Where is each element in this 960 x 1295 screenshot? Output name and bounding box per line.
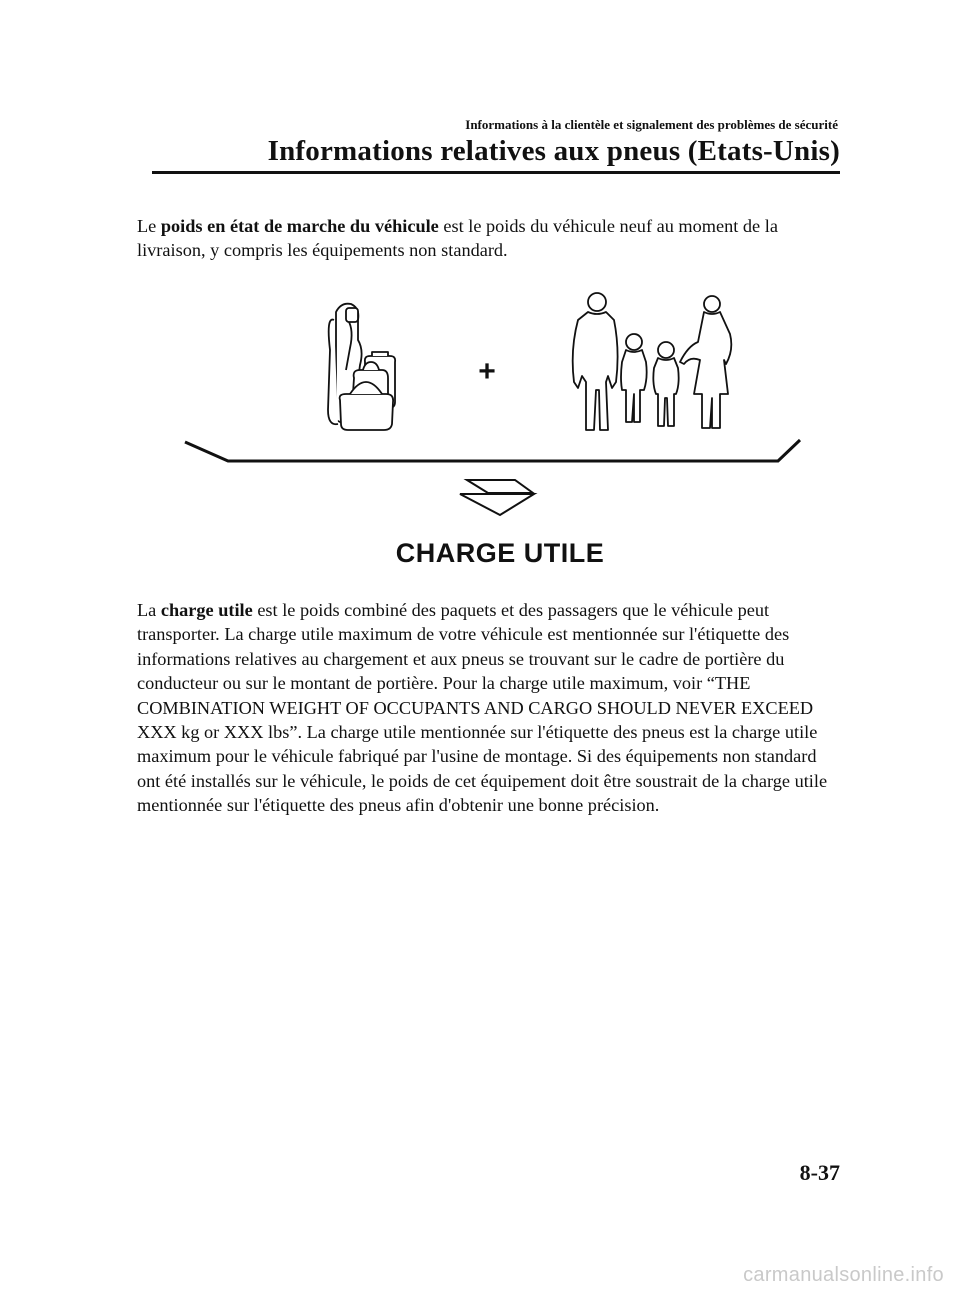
payload-term: charge utile: [160, 600, 253, 620]
section-header: Informations à la clientèle et signalement des problèmes de sécurité: [465, 117, 838, 132]
family-passengers-icon: [573, 293, 732, 430]
page-number: 8-37: [799, 1160, 840, 1185]
header-divider: [152, 171, 840, 174]
paragraph-text: est le poids du véhicule neuf au moment de la livraison, y compris les équipements non standard.: [137, 216, 778, 261]
page-title: Informations relatives aux pneus (Etats-Unis): [267, 135, 840, 167]
curb-weight-paragraph: [137, 214, 843, 263]
watermark: carmanualsonline.info: [743, 1264, 944, 1286]
payload-label: CHARGE UTILE: [395, 538, 605, 568]
down-arrow-icon: [460, 480, 534, 515]
payload-paragraph: [137, 598, 843, 818]
paragraph-intro: Le: [137, 216, 161, 236]
payload-illustration: [150, 290, 830, 590]
paragraph-intro: La: [137, 600, 161, 620]
curb-weight-term: poids en état de marche du véhicule: [160, 216, 439, 236]
grouping-bracket: [185, 440, 800, 461]
paragraph-text: est le poids combiné des paquets et des passagers que le véhicule peut transporter. La charge utile maximum de votre véhicule est mentionnée sur l'étiquette des informations relatives au chargement et aux pneus se trouvant sur le cadre de portière du conducteur ou sur le montant de portière. Pour la charge utile maximum, voir “THE COMBINATION WEIGHT OF OCCUPANTS AND CARGO SHOULD NEVER EXCEED XXX kg or XXX lbs”. La charge utile mentionnée sur l'étiquette des pneus est la charge utile maximum pour le véhicule fabriqué par l'usine de montage. Si des équipements non standard ont été installés sur le véhicule, le poids de cet équipement doit être soustrait de la charge utile mentionnée sur l'étiquette des pneus afin d'obtenir une bonne précision.: [137, 600, 828, 816]
plus-sign: +: [478, 355, 496, 388]
